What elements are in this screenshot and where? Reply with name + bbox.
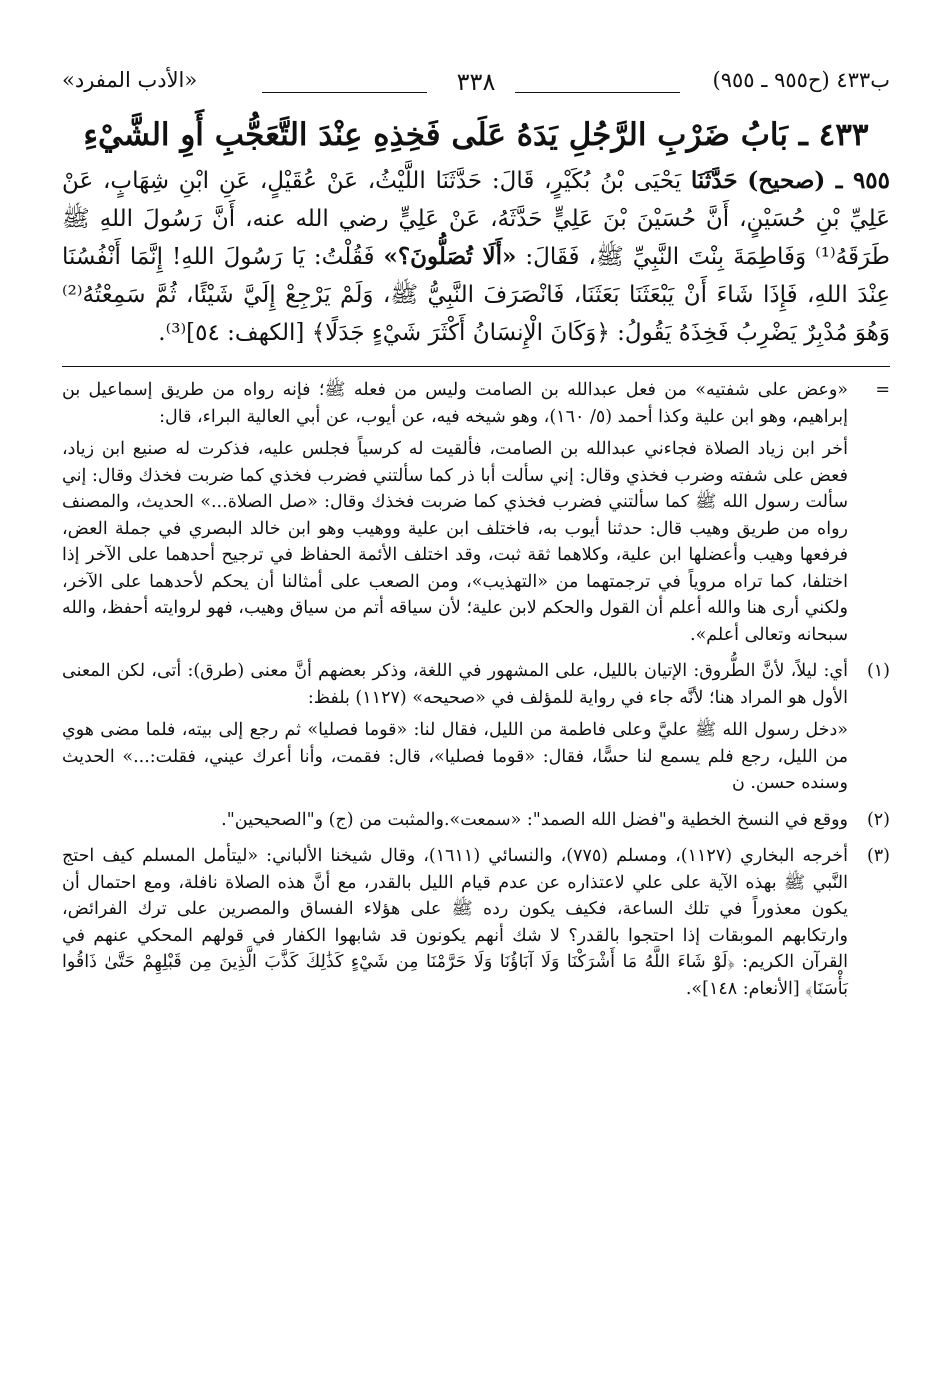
footnote-paragraph: «دخل رسول الله ﷺ عليَّ وعلى فاطمة من الليل، فقال لنا: «قوما فصليا» ثم رجع إلى بيته، فلما مضى هوي من الليل، رجع فلم يسمع لنا حسًّا، فقال: «قوما فصليا»، قال: فقمت، وأنا أعرك عيني، فقلت:...» الحديث وسنده حسن. ن bbox=[62, 720, 848, 793]
page-number: ٣٣٨ bbox=[456, 68, 496, 96]
footnote-1 bbox=[62, 658, 890, 803]
footnote-paragraph: أي: ليلاً، لأنَّ الطُّروق: الإتيان بالليل، على المشهور في اللغة، وذكر بعضهم أنَّ معنى (طرق): أتى، لكن المعنى الأول هو المراد هنا؛ لأنَّه جاء في رواية للمؤلف في «صحيحه» (١١٢٧) بلفظ: bbox=[62, 661, 848, 708]
book-title: «الأدب المفرد» bbox=[62, 68, 198, 92]
footnote-separator bbox=[62, 366, 890, 367]
hadith-text bbox=[62, 162, 890, 352]
footnote-3 bbox=[62, 843, 890, 1008]
hadith-text-part-1: يَحْيَى بْنُ بُكَيْرٍ، قَالَ: حَدَّثَنَا اللَّيْثُ، عَنْ عُقَيْلٍ، عَنِ ابْنِ شِهَابٍ، عَنْ عَلِيِّ بْنِ حُسَيْنٍ، أَنَّ حُسَيْنَ بْنَ عَلِيٍّ حَدَّثَهُ، عَنْ عَلِيٍّ رضي الله عنه، أَنَّ رَسُولَ اللهِ ﷺ طَرَقَهُ⁽¹⁾ وَفَاطِمَةَ بِنْتَ النَّبِيِّ ﷺ، فَقَالَ: bbox=[62, 168, 890, 270]
header-rule-right bbox=[262, 92, 427, 93]
footnote-1-mark: (١) bbox=[866, 661, 890, 681]
running-header bbox=[62, 62, 890, 106]
continuation-mark: = bbox=[875, 380, 890, 400]
footnote-2 bbox=[62, 807, 890, 840]
hadith-number: ٩٥٥ ـ (صحيح) bbox=[747, 167, 891, 194]
hadith-quote: «أَلَا تُصَلُّونَ؟» bbox=[383, 243, 517, 270]
hadith-opening: حَدَّثَنَا bbox=[690, 167, 738, 194]
hadith-text-part-2: فَقُلْتُ: يَا رَسُولَ اللهِ! إِنَّمَا أَنْفُسُنَا عِنْدَ اللهِ، فَإِذَا شَاءَ أَنْ يَبْعَثَنَا بَعَثَنَا، فَانْصَرَفَ النَّبِيُّ ﷺ، وَلَمْ يَرْجِعْ إِلَيَّ شَيْئًا، ثُمَّ سَمِعْتُهُ⁽²⁾ وَهُوَ مُدْبِرٌ يَضْرِبُ فَخِذَهُ يَقُولُ: ﴿وَكَانَ الْإِنسَانُ أَكْثَرَ شَيْءٍ جَدَلًا﴾ [الكهف: ٥٤]⁽³⁾. bbox=[62, 244, 890, 346]
chapter-title: ٤٣٣ ـ بَابُ ضَرْبِ الرَّجُلِ يَدَهُ عَلَى فَخِذِهِ عِنْدَ التَّعَجُّبِ أَوِ الشَّيْءِ bbox=[83, 117, 869, 153]
footnote-2-mark: (٢) bbox=[866, 809, 890, 830]
footnote-paragraph: ووقع في النسخ الخطية و"فضل الله الصمد": «سمعت».والمثبت من (ج) و"الصحيحين". bbox=[221, 809, 848, 830]
footnote-paragraph: أخرجه البخاري (١١٢٧)، ومسلم (٧٧٥)، والنسائي (١٦١١)، وقال شيخنا الألباني: «ليتأمل المسلم كيف احتج النَّبي ﷺ بهذه الآية على علي لاعتذاره عن عدم قيام الليل بالقدر، مع أنَّ هذه الصلاة نافلة، ومع احتمال أن يكون معذوراً في تلك الساعة، فكيف يكون رده ﷺ على هؤلاء الفساق والمصرين على ترك الفرائض، وارتكابهم الموبقات إذا احتجوا بالقدر؟ لا شك أنهم يكونون قد شابهوا الكفار في قولهم المحكي عنهم في القرآن الكريم: ﴿لَوْ شَاءَ اللَّهُ مَا أَشْرَكْنَا وَلَا آبَاؤُنَا وَلَا حَرَّمْنَا مِن شَيْءٍ كَذَٰلِكَ كَذَّبَ الَّذِينَ مِن قَبْلِهِمْ حَتَّىٰ ذَاقُوا بَأْسَنَا﴾ [الأنعام: ١٤٨]». bbox=[62, 846, 848, 999]
footnote-paragraph: «وعض على شفتيه» من فعل عبدالله بن الصامت وليس من فعله ﷺ؛ فإنه رواه من طريق إسماعيل بن إبراهيم، وهو ابن علية وكذا أحمد (٥/ ١٦٠)، وهو شيخه فيه، عن أيوب، عن أبي العالية البراء، قال: bbox=[62, 380, 848, 427]
footnotes bbox=[62, 377, 890, 1008]
footnote-continuation bbox=[62, 377, 890, 654]
footnote-3-mark: (٣) bbox=[866, 846, 890, 866]
chapter-reference: ب٤٣٣ (ح٩٥٥ ـ ٩٥٥) bbox=[712, 68, 890, 92]
footnote-paragraph: أخر ابن زياد الصلاة فجاءني عبدالله بن الصامت، فألقيت له كرسياً فجلس عليه، فذكرت له صنيع ابن زياد، فعض على شفته وضرب فخذي وقال: إني سألت أبا ذر كما سألتني فضرب فخذي كما ضربت فخذك وقال: إني سألت رسول الله ﷺ كما سألتني فضرب فخذي كما ضربت فخذك وقال: «صل الصلاة...» الحديث، والمصنف رواه من طريق وهيب قال: حدثنا أيوب به، فاختلف ابن علية ووهيب وهو ابن خالد البصري في جملة العض، فرفعها وهيب وأعضلها ابن علية، وكلاهما ثقة ثبت، وقد اختلف الأئمة الحفاظ في ترجيح أحدهما على الآخر إذا اختلفا، كما تراه مروياً في ترجمتهما من «التهذيب»، ومن الصعب على أمثالنا أن يحكم لأحدهما على الآخر، ولكني أرى هنا والله أعلم أن القول والحكم لابن علية؛ لأن سياقه أتم من سياق وهيب، فهو لروايته أحفظ، والله سبحانه وتعالى أعلم». bbox=[62, 439, 848, 645]
